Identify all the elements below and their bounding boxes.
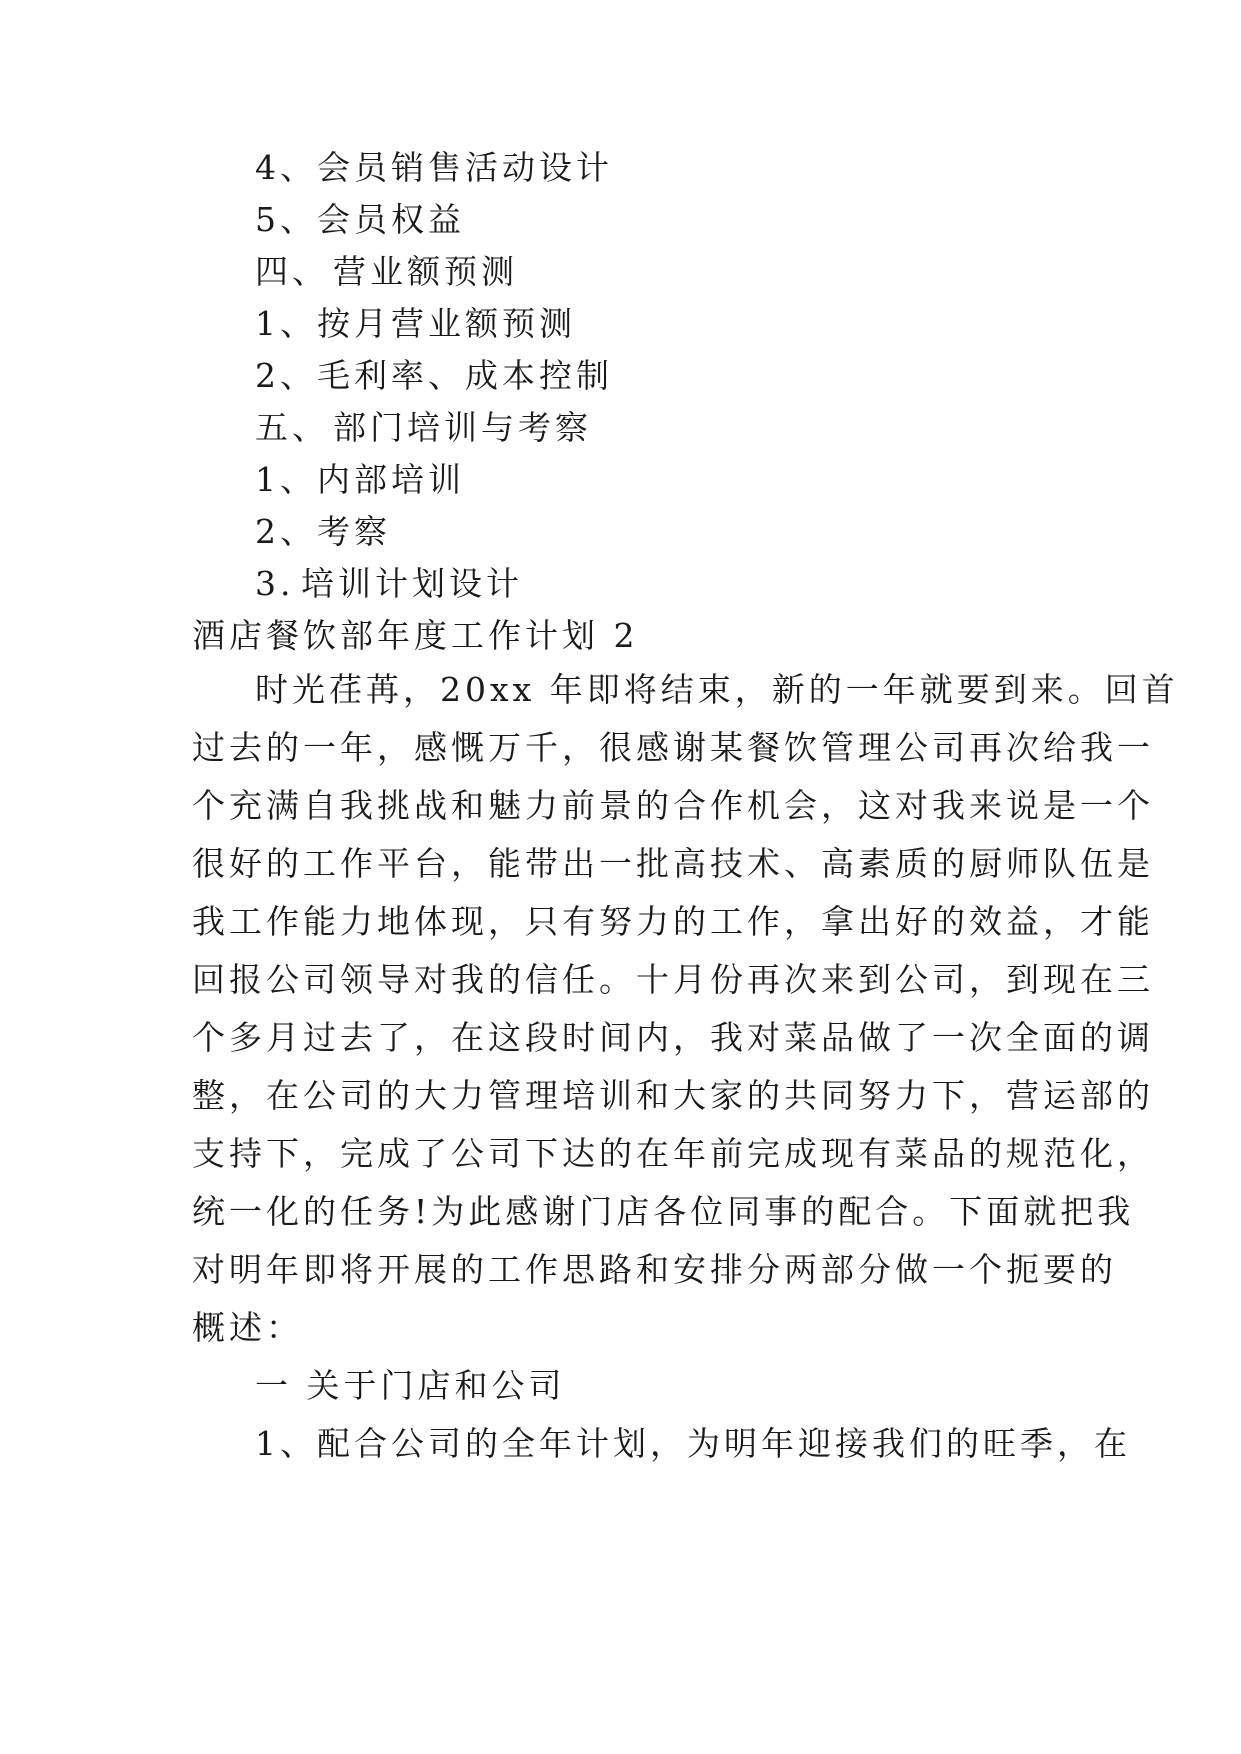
outline-item: 1、按月营业额预测	[255, 304, 576, 343]
outline-item: 2、考察	[255, 512, 391, 551]
paragraph-line: 对明年即将开展的工作思路和安排分两部分做一个扼要的	[192, 1250, 1117, 1289]
section-title: 酒店餐饮部年度工作计划 2	[192, 616, 639, 655]
outline-item: 1、内部培训	[255, 460, 465, 499]
paragraph-line: 个多月过去了，在这段时间内，我对菜品做了一次全面的调	[192, 1018, 1154, 1057]
paragraph-line: 整，在公司的大力管理培训和大家的共同努力下，营运部的	[192, 1076, 1154, 1115]
paragraph-line: 很好的工作平台，能带出一批高技术、高素质的厨师队伍是	[192, 844, 1154, 883]
outline-item: 5、会员权益	[255, 200, 465, 239]
outline-item: 2、毛利率、成本控制	[255, 356, 613, 395]
paragraph-line: 1、配合公司的全年计划，为明年迎接我们的旺季，在	[255, 1424, 1131, 1463]
paragraph-line: 回报公司领导对我的信任。十月份再次来到公司，到现在三	[192, 960, 1154, 999]
paragraph-line: 统一化的任务!为此感谢门店各位同事的配合。下面就把我	[192, 1192, 1135, 1231]
outline-item: 3. 培训计划设计	[255, 564, 523, 603]
paragraph-line: 时光荏苒，20xx 年即将结束，新的一年就要到来。回首	[255, 670, 1179, 709]
paragraph-line: 支持下，完成了公司下达的在年前完成现有菜品的规范化，	[192, 1134, 1154, 1173]
outline-item: 4、会员销售活动设计	[255, 148, 613, 187]
outline-heading: 五、 部门培训与考察	[255, 408, 592, 447]
paragraph-line: 个充满自我挑战和魅力前景的合作机会，这对我来说是一个	[192, 786, 1154, 825]
paragraph-line: 概述：	[192, 1308, 303, 1347]
paragraph-line: 我工作能力地体现，只有努力的工作，拿出好的效益，才能	[192, 902, 1154, 941]
outline-heading: 四、 营业额预测	[255, 252, 518, 291]
subheading: 一 关于门店和公司	[255, 1366, 566, 1405]
paragraph-line: 过去的一年，感慨万千，很感谢某餐饮管理公司再次给我一	[192, 728, 1154, 767]
